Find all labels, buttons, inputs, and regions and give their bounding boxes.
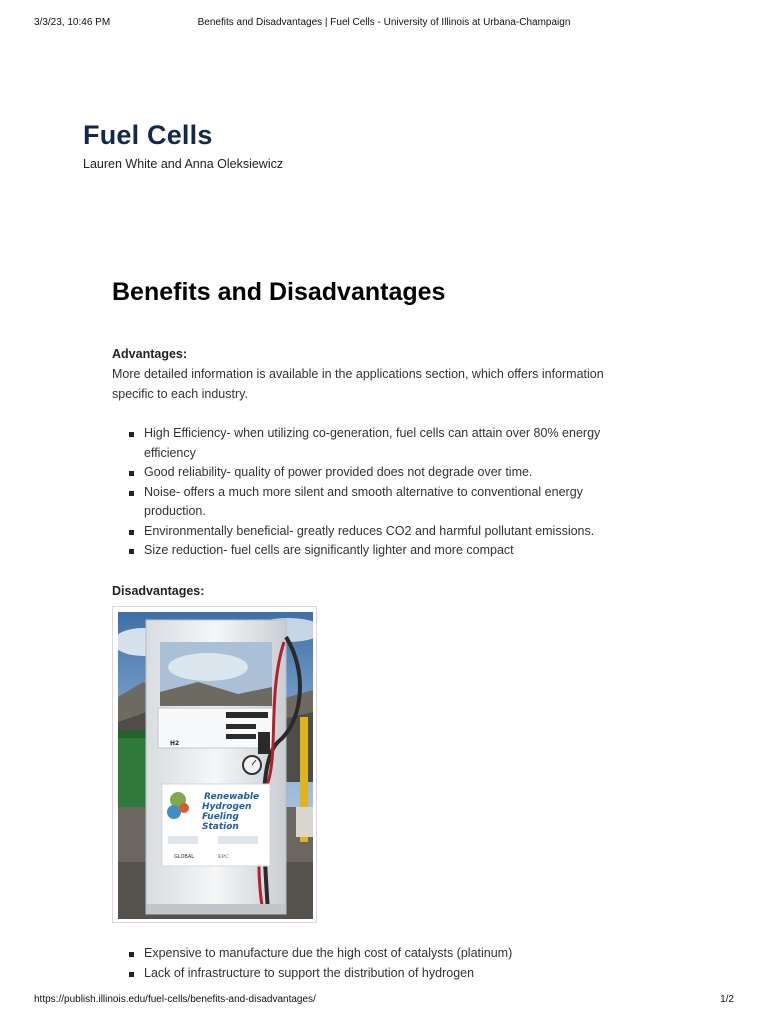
- advantages-intro: More detailed information is available in the applications section, which offers information specific to each industry.: [112, 367, 604, 401]
- pump-h2-label: H2: [170, 740, 180, 747]
- advantages-heading: Advantages:: [112, 347, 188, 361]
- print-header: [34, 17, 734, 31]
- print-footer: [34, 994, 734, 1008]
- advantages-list: [112, 424, 632, 561]
- site-authors: Lauren White and Anna Oleksiewicz: [83, 157, 284, 171]
- print-document-title: Benefits and Disadvantages | Fuel Cells - University of Illinois at Urbana-Champaign: [197, 17, 571, 28]
- list-item: High Efficiency- when utilizing co-generation, fuel cells can attain over 80% energy efficiency: [112, 424, 632, 463]
- list-item: Good reliability- quality of power provided does not degrade over time.: [112, 463, 632, 483]
- disadvantages-heading: Disadvantages:: [112, 584, 205, 598]
- sign-logo-epc: EPC: [218, 854, 229, 860]
- list-item: Lack of infrastructure to support the distribution of hydrogen: [112, 964, 632, 984]
- list-item: Size reduction- fuel cells are significantly lighter and more compact: [112, 541, 632, 561]
- sign-line-2: Hydrogen: [202, 802, 252, 812]
- print-url: https://publish.illinois.edu/fuel-cells/benefits-and-disadvantages/: [34, 994, 316, 1005]
- sign-logo-global: GLOBAL: [174, 854, 195, 860]
- hydrogen-pump-illustration: [118, 612, 313, 919]
- list-item: Noise- offers a much more silent and smooth alternative to conventional energy production.: [112, 483, 632, 522]
- sign-line-4: Station: [202, 822, 239, 832]
- sign-line-1: Renewable: [204, 792, 260, 802]
- print-page-number: 1/2: [720, 994, 734, 1005]
- page-title: Benefits and Disadvantages: [112, 278, 446, 306]
- hydrogen-station-photo: [112, 606, 317, 923]
- site-title-link[interactable]: Fuel Cells: [83, 120, 213, 150]
- sign-line-3: Fueling: [202, 812, 239, 822]
- print-timestamp: 3/3/23, 10:46 PM: [34, 17, 111, 28]
- list-item: Environmentally beneficial- greatly reduces CO2 and harmful pollutant emissions.: [112, 522, 632, 542]
- disadvantages-list: [112, 944, 632, 983]
- list-item: Expensive to manufacture due the high cost of catalysts (platinum): [112, 944, 632, 964]
